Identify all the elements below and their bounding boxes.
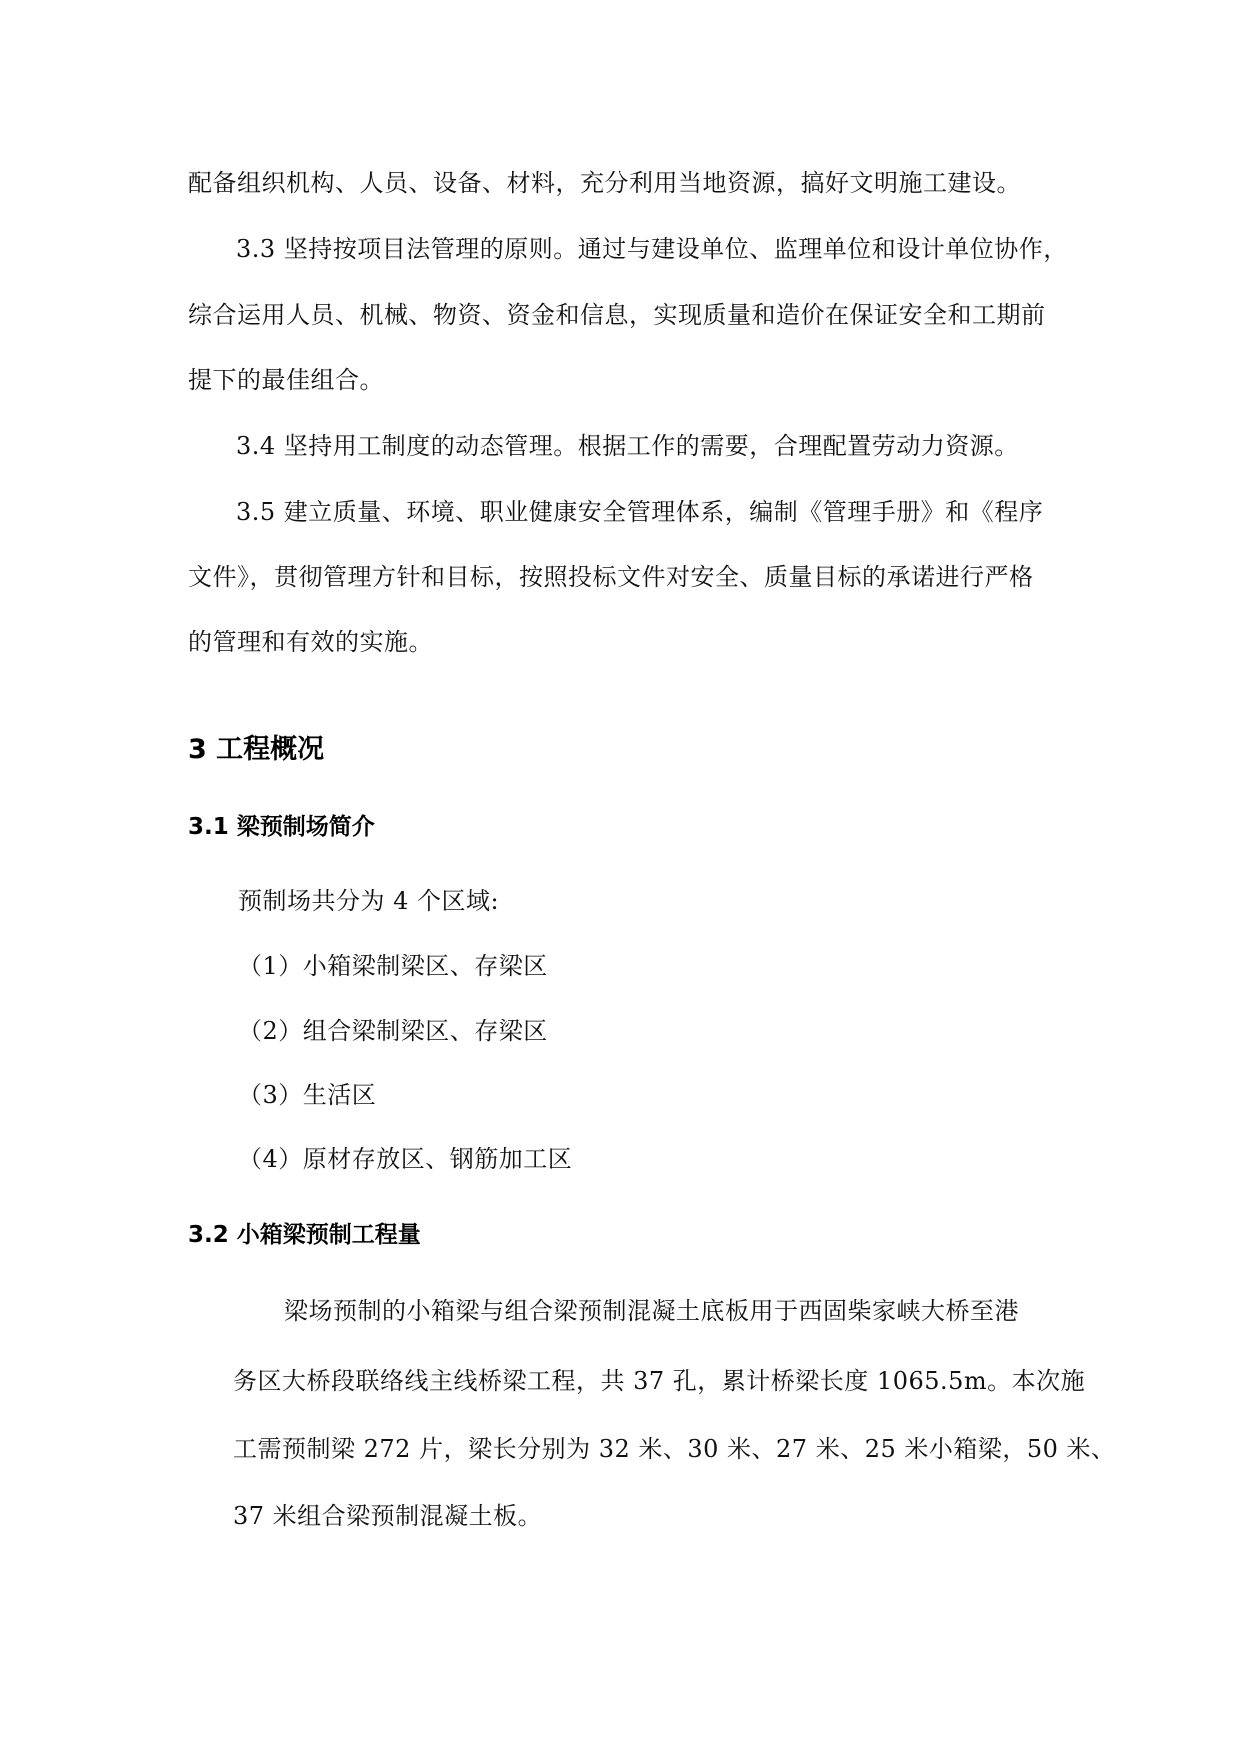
paragraph-line: 37 米组合梁预制混凝土板。 [233,1502,543,1530]
paragraph-line: 工需预制梁 272 片，梁长分别为 32 米、30 米、27 米、25 米小箱梁，50 米、 [233,1435,1116,1463]
paragraph-line: 梁场预制的小箱梁与组合梁预制混凝土底板用于西固柴家峡大桥至港 [284,1297,1019,1325]
subsection-3-2-title: 3.2 小箱梁预制工程量 [188,1222,421,1248]
paragraph-line: 务区大桥段联络线主线桥梁工程，共 37 孔，累计桥梁长度 1065.5m。本次施 [233,1367,1086,1395]
list-item: （2）组合梁制梁区、存梁区 [238,1017,548,1045]
paragraph-line: 3.5 建立质量、环境、职业健康安全管理体系，编制《管理手册》和《程序 [236,498,1044,526]
subsection-3-1-title: 3.1 梁预制场简介 [188,814,375,840]
paragraph-3-4: 3.4 坚持用工制度的动态管理。根据工作的需要，合理配置劳动力资源。 [236,432,1019,460]
paragraph-line: 综合运用人员、机械、物资、资金和信息，实现质量和造价在保证安全和工期前 [188,301,1046,329]
paragraph-line: 3.3 坚持按项目法管理的原则。通过与建设单位、监理单位和设计单位协作， [236,235,1068,263]
section-title: 3 工程概况 [188,734,325,765]
continuation-line: 配备组织机构、人员、设备、材料，充分利用当地资源，搞好文明施工建设。 [188,169,1021,197]
list-item: （1）小箱梁制梁区、存梁区 [238,952,548,980]
subsection-3-1-intro: 预制场共分为 4 个区域: [238,887,500,915]
paragraph-line: 的管理和有效的实施。 [188,628,433,656]
paragraph-line: 提下的最佳组合。 [188,366,384,394]
paragraph-line: 文件》，贯彻管理方针和目标，按照投标文件对安全、质量目标的承诺进行严格 [188,563,1034,591]
list-item: （3）生活区 [238,1081,377,1109]
list-item: （4）原材存放区、钢筋加工区 [238,1145,573,1173]
